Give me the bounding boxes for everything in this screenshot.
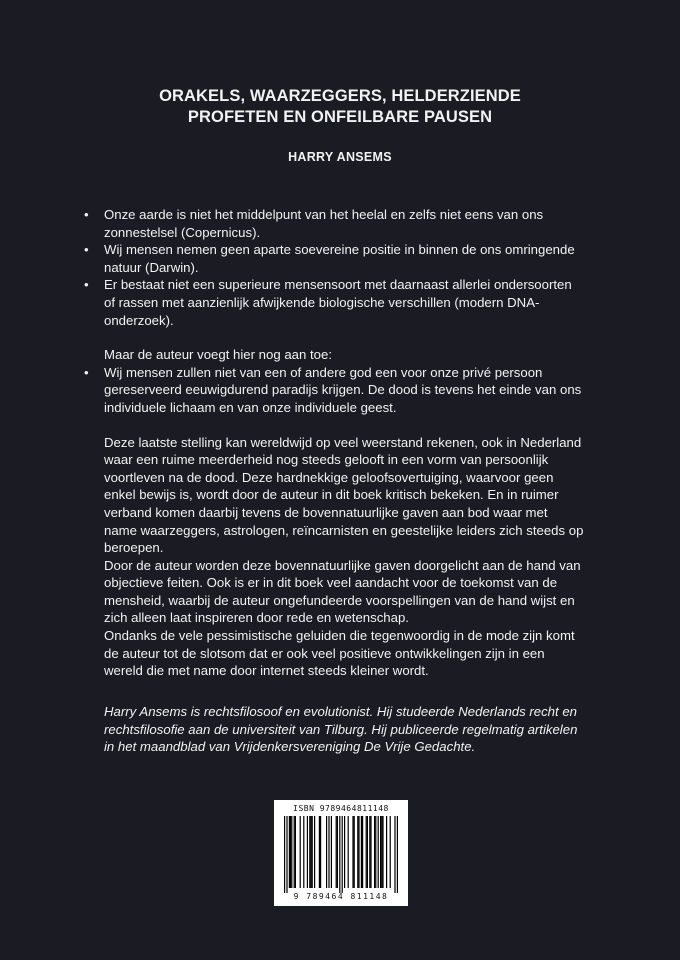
bullet-icon: • [84, 242, 89, 258]
paragraph-2: Door de auteur worden deze bovennatuurlijke gaven doorgelicht aan de hand van objectieve feiten. Ook is er in dit boek veel aandacht voor de toekomst van de mensheid, waarbij de auteur ongefundeerde voorspellingen van de hand wijst en zich alleen laat inspireren door rede en wetenschap. [104, 557, 581, 626]
claims-list [84, 206, 584, 329]
list-item [84, 276, 584, 329]
list-item [84, 241, 584, 276]
list-item-text: Onze aarde is niet het middelpunt van het heelal en zelfs niet eens van ons zonnestelsel (Copernicus). [104, 207, 544, 240]
author-name: HARRY ANSEMS [288, 150, 392, 164]
list-item-text: Er bestaat niet een superieure mensensoort met daarnaast allerlei ondersoorten of rassen met aanzienlijk afwijkende biologische verschillen (modern DNA-onderzoek). [104, 277, 572, 328]
isbn-barcode [274, 800, 408, 906]
list-item-text: Wij mensen zullen niet van een of andere god een voor onze privé persoon gereserveerd eeuwigdurend paradijs krijgen. De dood is tevens het einde van ons individuele lichaam en van onze individuele geest. [104, 364, 582, 415]
author-claim-list [84, 364, 584, 417]
barcode-bars-icon [274, 800, 408, 906]
book-title-line-2: PROFETEN EN ONFEILBARE PAUSEN [187, 108, 493, 126]
book-title [0, 86, 680, 128]
blurb [84, 206, 584, 680]
bullet-icon: • [84, 277, 89, 293]
paragraph-3: Ondanks de vele pessimistische geluiden die tegenwoordig in de mode zijn komt de auteur tot de slotsom dat er ook veel positieve ontwikkelingen zijn in een wereld die met name door internet steeds kleiner wordt. [104, 628, 575, 679]
intro-line: Maar de auteur voegt hier nog aan toe: [104, 347, 333, 363]
barcode-digits: 9 789464 811148 [293, 892, 389, 901]
bullet-icon: • [84, 364, 89, 380]
list-item [84, 364, 584, 417]
bullet-icon: • [84, 207, 89, 222]
list-item-text: Wij mensen nemen geen aparte soevereine positie in binnen de ons omringende natuur (Darwin). [104, 242, 575, 275]
paragraph-1: Deze laatste stelling kan wereldwijd op veel weerstand rekenen, ook in Nederland waar een ruime meerderheid nog steeds gelooft in een vorm van persoonlijk voortleven na de dood. Deze hardnekkige geloofsovertuiging, waarvoor geen enkel bewijs is, wordt door de auteur in dit boek kritisch bekeken. En in ruimer verband komen daarbij tevens de bovennatuurlijke gaven aan bod waar met name waarzeggers, astrologen, reïncarnisten en geestelijke leiders zich steeds op beroepen. [104, 434, 584, 556]
author-bio: Harry Ansems is rechtsfilosoof en evolutionist. Hij studeerde Nederlands recht en rechtsfilosofie aan de universiteit van Tilburg. Hij publiceerde regelmatig artikelen in het maandblad van Vrijdenkersvereniging De Vrije Gedachte. [104, 704, 578, 755]
isbn-label: ISBN 9789464811148 [293, 804, 389, 813]
list-item [84, 206, 584, 241]
book-title-line-1: ORAKELS, WAARZEGGERS, HELDERZIENDE [159, 87, 521, 105]
